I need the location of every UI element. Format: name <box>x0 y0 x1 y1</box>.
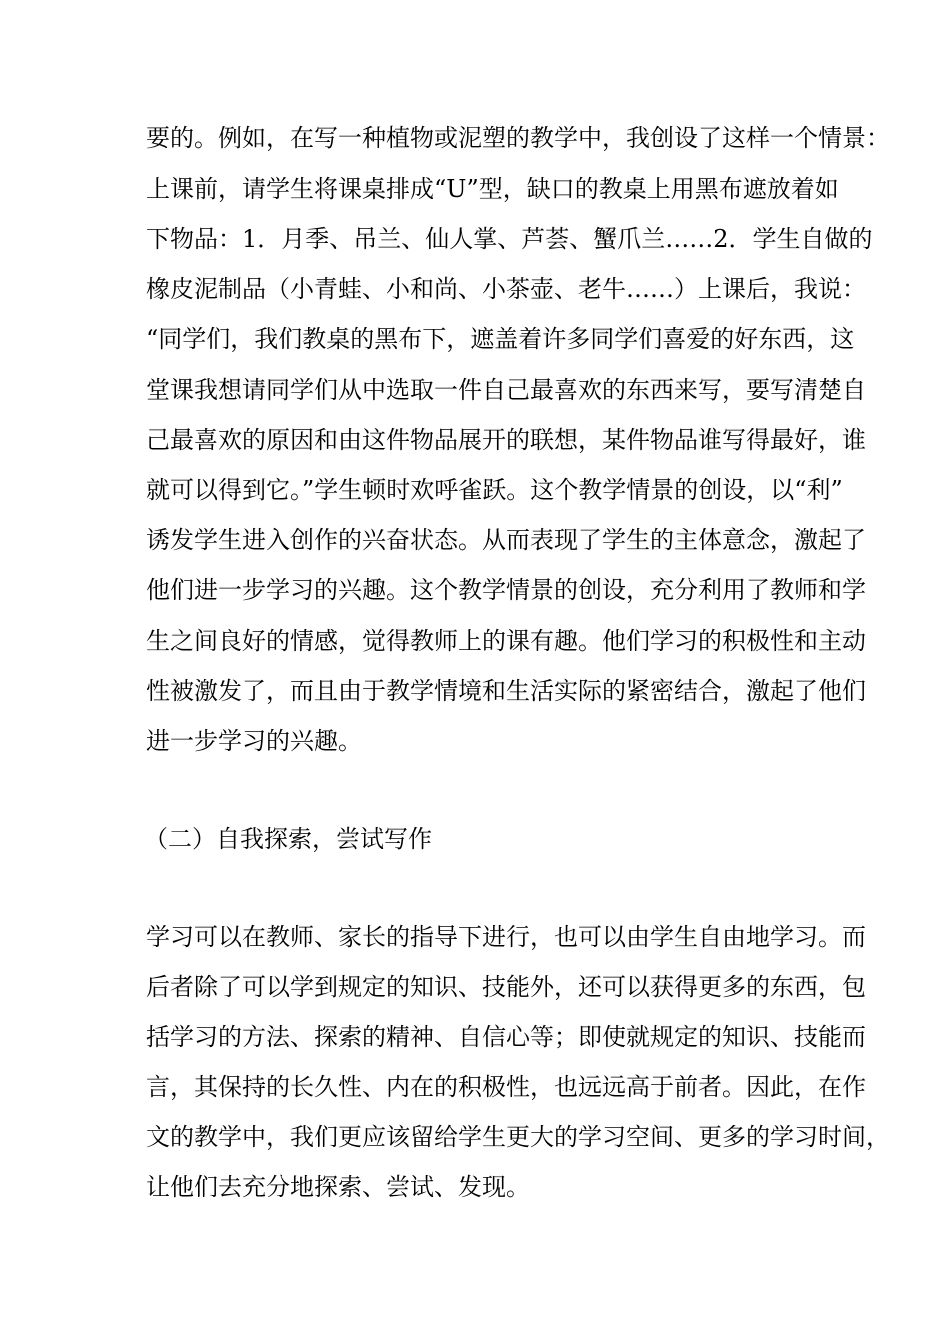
paragraph-1-line-13: 进一步学习的兴趣。 <box>146 727 362 755</box>
paragraph-1-line-7: 己最喜欢的原因和由这件物品展开的联想，某件物品谁写得最好，谁 <box>146 426 866 454</box>
paragraph-2-line-3: 括学习的方法、探索的精神、自信心等；即使就规定的知识、技能而 <box>146 1023 866 1051</box>
paragraph-1-line-4: 橡皮泥制品（小青蛙、小和尚、小茶壶、老牛……）上课后，我说： <box>146 275 866 303</box>
paragraph-2-line-1: 学习可以在教师、家长的指导下进行，也可以由学生自由地学习。而 <box>146 923 866 951</box>
paragraph-1-line-1: 要的。例如，在写一种植物或泥塑的教学中，我创设了这样一个情景： <box>146 124 890 152</box>
paragraph-1-line-6: 堂课我想请同学们从中选取一件自己最喜欢的东西来写，要写清楚自 <box>146 376 866 404</box>
paragraph-1-line-3: 下物品：1．月季、吊兰、仙人掌、芦荟、蟹爪兰……2．学生自做的 <box>146 225 873 253</box>
paragraph-1-line-8: 就可以得到它。”学生顿时欢呼雀跃。这个教学情景的创设，以“利” <box>146 476 843 504</box>
paragraph-2-line-6: 让他们去充分地探索、尝试、发现。 <box>146 1173 530 1201</box>
paragraph-2-line-5: 文的教学中，我们更应该留给学生更大的学习空间、更多的学习时间， <box>146 1123 890 1151</box>
paragraph-1-line-10: 他们进一步学习的兴趣。这个教学情景的创设，充分利用了教师和学 <box>146 576 866 604</box>
paragraph-1-line-2: 上课前，请学生将课桌排成“U”型，缺口的教桌上用黑布遮放着如 <box>146 175 839 203</box>
paragraph-1-line-11: 生之间良好的情感，觉得教师上的课有趣。他们学习的积极性和主动 <box>146 627 866 655</box>
paragraph-1-line-12: 性被激发了，而且由于教学情境和生活实际的紧密结合，激起了他们 <box>146 677 866 705</box>
section-heading: （二）自我探索，尝试写作 <box>144 825 432 853</box>
paragraph-2-line-4: 言，其保持的长久性、内在的积极性，也远远高于前者。因此，在作 <box>146 1073 866 1101</box>
paragraph-2-line-2: 后者除了可以学到规定的知识、技能外，还可以获得更多的东西，包 <box>146 973 866 1001</box>
paragraph-1-line-9: 诱发学生进入创作的兴奋状态。从而表现了学生的主体意念，激起了 <box>146 526 866 554</box>
paragraph-1-line-5: “同学们，我们教桌的黑布下，遮盖着许多同学们喜爱的好东西，这 <box>146 325 855 353</box>
